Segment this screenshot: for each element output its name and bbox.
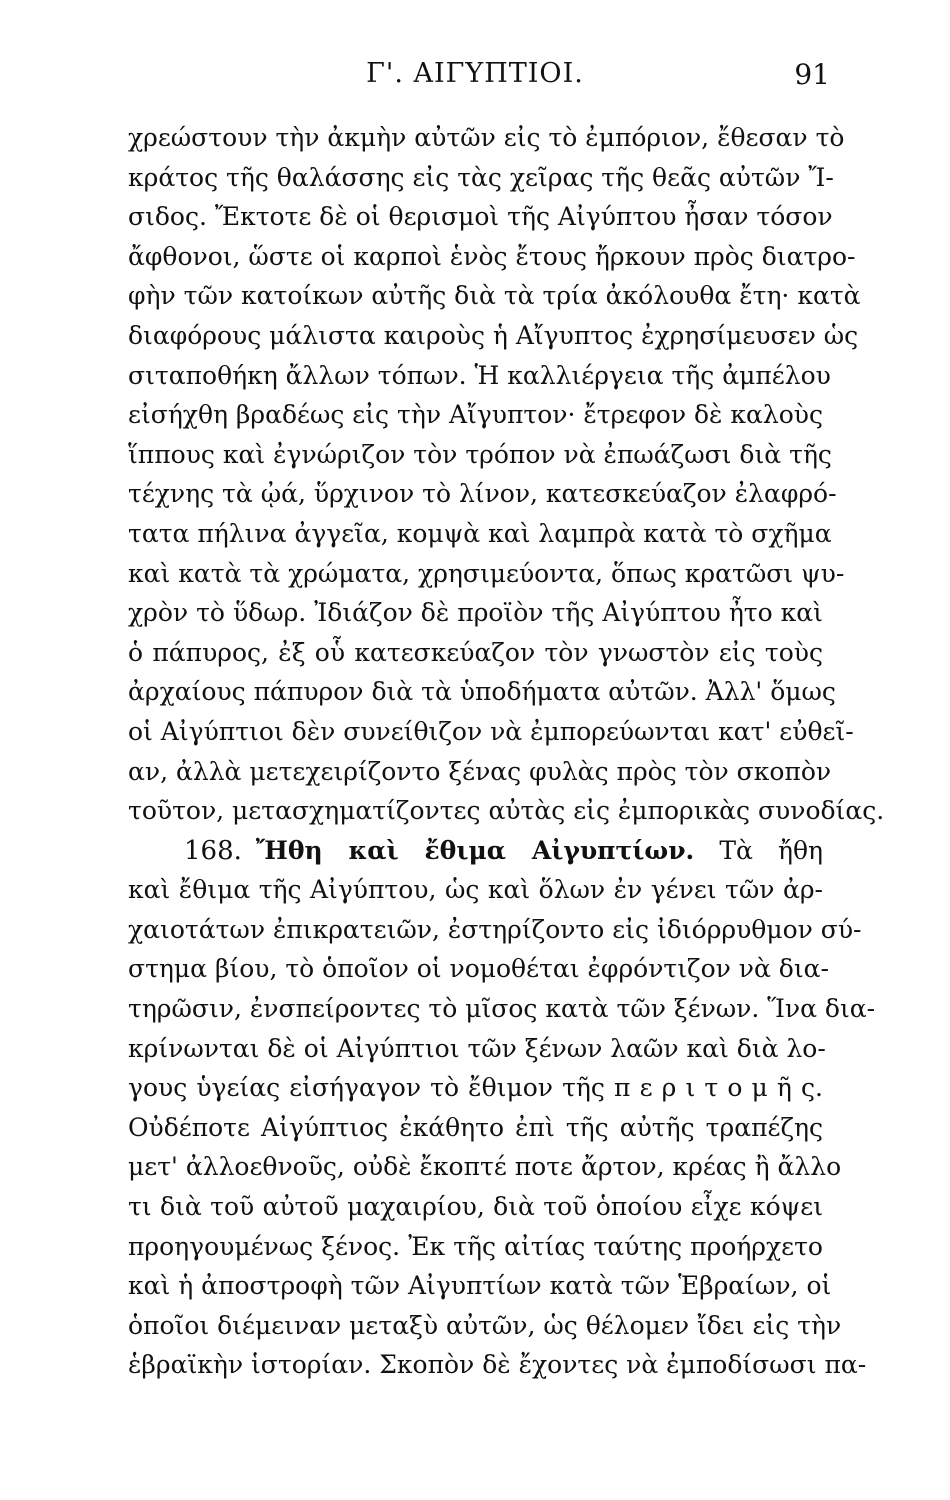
text-line: σιταποθήκη ἄλλων τόπων. Ἡ καλλιέργεια τῆς ἀμπέλου	[128, 360, 831, 390]
page-number: 91	[794, 58, 830, 91]
text-line: διαφόρους μάλιστα καιροὺς ἡ Αἴγυπτος ἐχρησίμευσεν ὡς	[128, 320, 859, 350]
text-line: καὶ κατὰ τὰ χρώματα, χρησιμεύοντα, ὅπως κρατῶσι ψυ-	[128, 558, 845, 588]
text-line: τατα πήλινα ἀγγεῖα, κομψὰ καὶ λαμπρὰ κατὰ τὸ σχῆμα	[128, 518, 832, 548]
text-line: μετ' ἀλλοεθνοῦς, οὐδὲ ἔκοπτέ ποτε ἄρτον, κρέας ἢ ἄλλο	[128, 1152, 842, 1182]
text-line: καὶ ἡ ἀποστροφὴ τῶν Αἰγυπτίων κατὰ τῶν Ἑβραίων, οἱ	[128, 1271, 832, 1301]
text-line: οἱ Αἰγύπτιοι δὲν συνείθιζον νὰ ἐμπορεύωνται κατ' εὐθεῖ-	[128, 716, 854, 746]
section-first-line-text: Τὰ ἤθη	[719, 835, 823, 865]
text-line: τέχνης τὰ ᾠά, ὕρχινον τὸ λίνον, κατεσκεύαζον ἐλαφρό-	[128, 479, 837, 509]
text-line: τηρῶσιν, ἐνσπείροντες τὸ μῖσος κατὰ τῶν ξένων. Ἵνα δια-	[128, 994, 876, 1024]
text-line: ὁ πάπυρος, ἐξ οὗ κατεσκεύαζον τὸν γνωστὸν εἰς τοὺς	[128, 637, 823, 667]
text-line: καὶ ἔθιμα τῆς Αἰγύπτου, ὡς καὶ ὅλων ἐν γένει τῶν ἀρ-	[128, 875, 823, 905]
section-number: 168.	[184, 835, 242, 866]
section-title: Ἤθη καὶ ἔθιμα Αἰγυπτίων.	[255, 835, 695, 865]
text-line: στημα βίου, τὸ ὁποῖον οἱ νομοθέται ἐφρόντιζον νὰ δια-	[128, 954, 829, 984]
running-head	[120, 58, 830, 98]
text-line: χαιοτάτων ἐπικρατειῶν, ἐστηρίζοντο εἰς ἰδιόρρυθμον σύ-	[128, 914, 862, 944]
text-line: χρεώστουν τὴν ἀκμὴν αὐτῶν εἰς τὸ ἐμπόριον, ἔθεσαν τὸ	[128, 123, 845, 152]
chapter-title: Γ'. ΑΙΓΥΠΤΙΟΙ.	[366, 58, 584, 89]
text-line: χρὸν τὸ ὕδωρ. Ἰδιάζον δὲ προϊὸν τῆς Αἰγύπτου ἦτο καὶ	[128, 598, 823, 628]
text-line: κράτος τῆς θαλάσσης εἰς τὰς χεῖρας τῆς θεᾶς αὐτῶν Ἴ-	[128, 162, 834, 192]
text-line: Οὐδέποτε Αἰγύπτιος ἐκάθητο ἐπὶ τῆς αὐτῆς τραπέζης	[128, 1112, 823, 1142]
section-heading-line	[128, 831, 823, 871]
text-line: κρίνωνται δὲ οἱ Αἰγύπτιοι τῶν ξένων λαῶν καὶ διὰ λο-	[128, 1033, 826, 1063]
text-line: προηγουμένως ξένος. Ἐκ τῆς αἰτίας ταύτης προήρχετο	[128, 1231, 823, 1261]
text-line: σιδος. Ἔκτοτε δὲ οἱ θερισμοὶ τῆς Αἰγύπτου ἦσαν τόσον	[128, 202, 833, 232]
text-line: ὁποῖοι διέμειναν μεταξὺ αὐτῶν, ὡς θέλομεν ἴδει εἰς τὴν	[128, 1310, 842, 1340]
text-line: φὴν τῶν κατοίκων αὐτῆς διὰ τὰ τρία ἀκόλουθα ἔτη· κατὰ	[128, 281, 861, 311]
text-line: αν, ἀλλὰ μετεχειρίζοντο ξένας φυλὰς πρὸς τὸν σκοπὸν	[128, 756, 832, 786]
text-line: εἰσήχθη βραδέως εἰς τὴν Αἴγυπτον· ἔτρεφον δὲ καλοὺς	[128, 400, 823, 430]
text-line: ἑβραϊκὴν ἱστορίαν. Σκοπὸν δὲ ἔχοντες νὰ ἐμποδίσωσι πα-	[128, 1350, 867, 1380]
text-line: τοῦτον, μετασχηματίζοντες αὐτὰς εἰς ἐμπορικὰς συνοδίας.	[128, 796, 885, 826]
text-line: ἄφθονοι, ὥστε οἱ καρποὶ ἑνὸς ἔτους ἤρκουν πρὸς διατρο-	[128, 241, 856, 271]
text-line: ἵππους καὶ ἐγνώριζον τὸν τρόπον νὰ ἐπωάζωσι διὰ τῆς	[128, 439, 832, 469]
text-line: γους ὑγείας εἰσήγαγον τὸ ἔθιμον τῆς π ε ρ ι τ ο μ ῆ ς.	[128, 1073, 823, 1103]
body-text	[128, 118, 885, 1385]
text-line: ἀρχαίους πάπυρον διὰ τὰ ὑποδήματα αὐτῶν. Ἀλλ' ὅμως	[128, 677, 836, 707]
text-line: τι διὰ τοῦ αὐτοῦ μαχαιρίου, διὰ τοῦ ὁποίου εἶχε κόψει	[128, 1192, 823, 1222]
